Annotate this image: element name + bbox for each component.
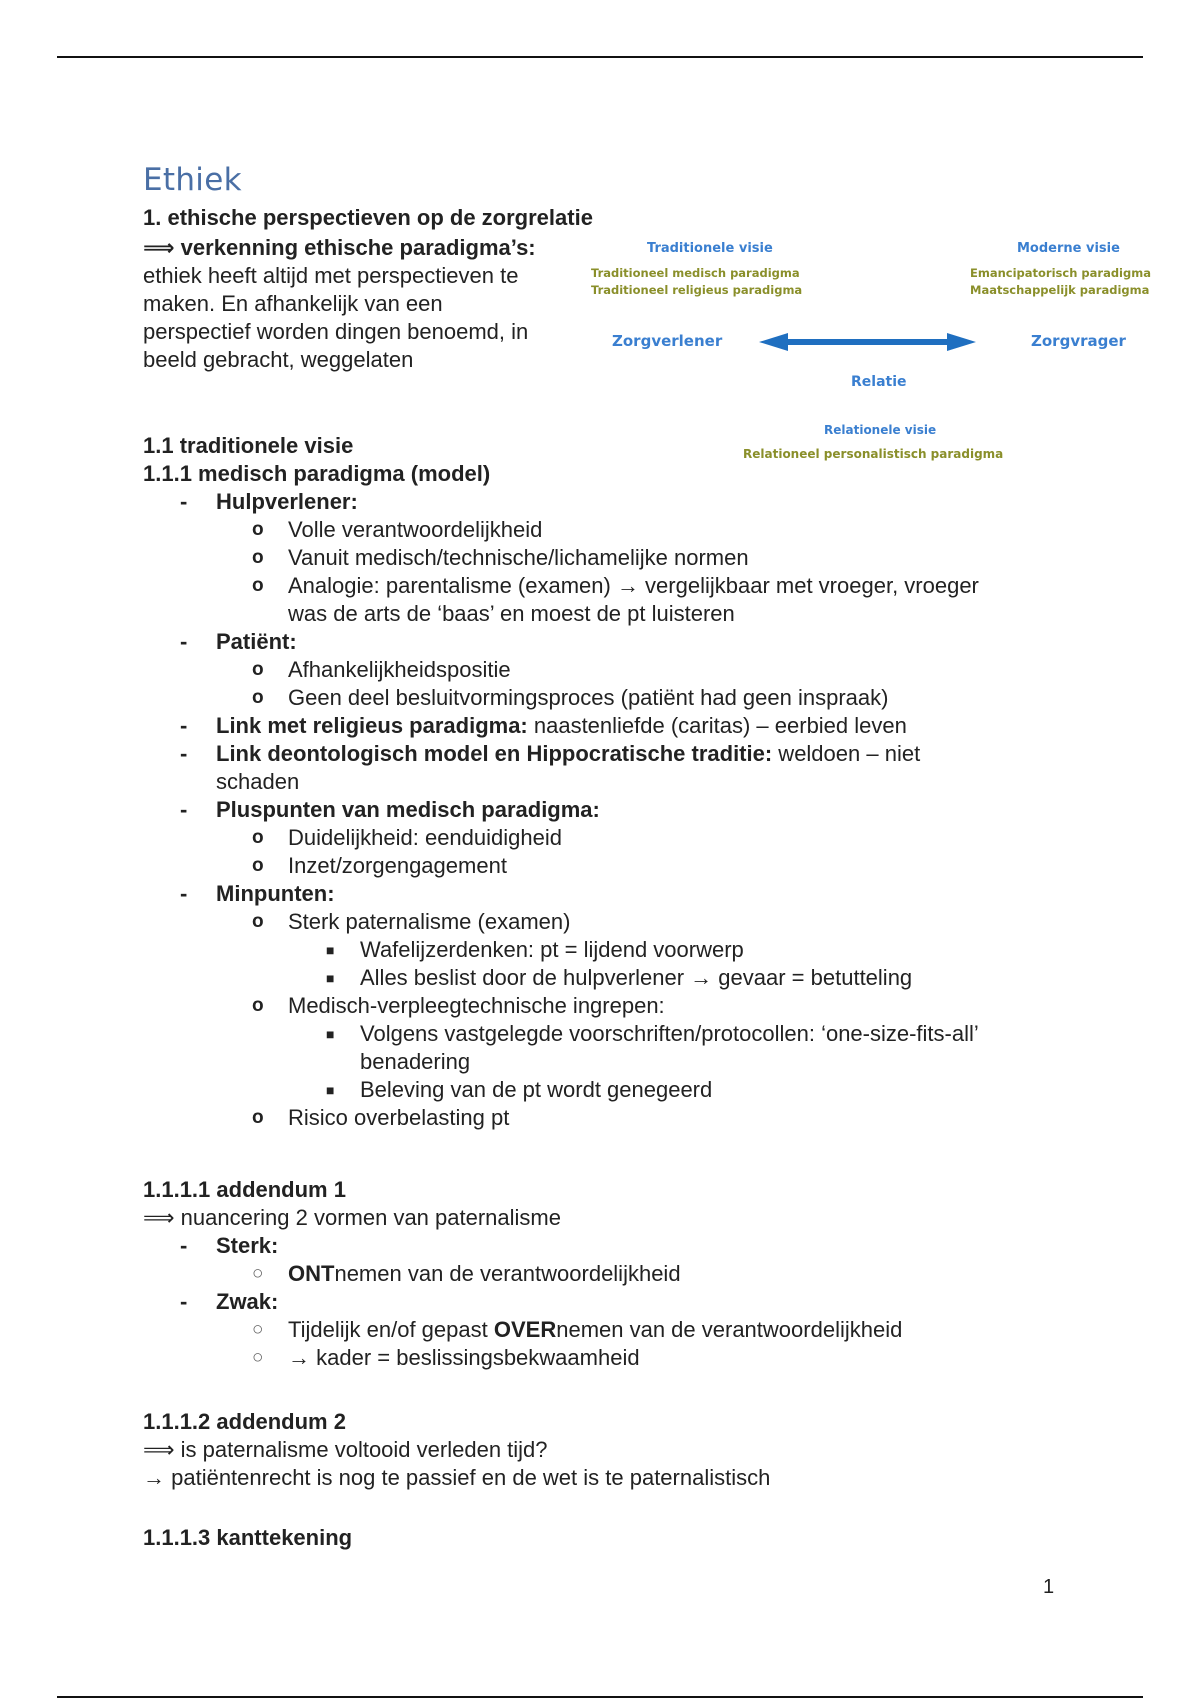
list-item: ○ ONTnemen van de verantwoordelijkheid — [252, 1261, 681, 1286]
list-item-continuation: schaden — [216, 769, 300, 794]
modern-vision-label: Moderne visie — [1017, 241, 1120, 256]
square-marker: ■ — [326, 1082, 335, 1098]
relational-paradigm: Relationeel personalistisch paradigma — [743, 447, 1004, 461]
paradigm-diagram — [576, 232, 1176, 467]
circle-marker: o — [252, 659, 264, 680]
dash-marker: - — [180, 741, 188, 766]
medical-paradigm-list — [143, 488, 1103, 1132]
circle-marker: o — [252, 995, 264, 1016]
list-item: o Afhankelijkheidspositie — [252, 657, 511, 682]
traditional-paradigm-1: Traditioneel medisch paradigma — [591, 266, 800, 280]
hollow-circle-marker: ○ — [252, 1347, 264, 1368]
intro-bold: verkenning ethische paradigma’s: — [180, 235, 536, 260]
modern-paradigm-1: Emancipatorisch paradigma — [970, 266, 1151, 280]
traditional-paradigm-2: Traditioneel religieus paradigma — [591, 283, 803, 297]
circle-marker: o — [252, 855, 264, 876]
circle-marker: o — [252, 687, 264, 708]
relational-vision-label: Relationele visie — [824, 423, 937, 437]
heading-1: 1. ethische perspectieven op de zorgrelatie — [143, 205, 593, 230]
circle-marker: o — [252, 519, 264, 540]
list-item: - Minpunten: — [180, 881, 335, 906]
list-item: o Medisch-verpleegtechnische ingrepen: — [252, 993, 665, 1018]
page-number: 1 — [1043, 1576, 1055, 1598]
intro-paragraph — [143, 234, 543, 374]
list-item: - Sterk: — [180, 1233, 279, 1258]
list-item: ■ Wafelijzerdenken: pt = lijdend voorwerp — [326, 937, 744, 962]
hollow-circle-marker: ○ — [252, 1263, 264, 1284]
dash-marker: - — [180, 489, 188, 514]
addendum-2-line-2: → patiëntenrecht is nog te passief en de wet is te paternalistisch — [143, 1465, 771, 1490]
dash-marker: - — [180, 1233, 188, 1258]
list-item: o Analogie: parentalisme (examen) → vergelijkbaar met vroeger, vroeger — [252, 573, 979, 598]
square-marker: ■ — [326, 970, 335, 986]
page-title: Ethiek — [143, 162, 242, 198]
list-item: - Pluspunten van medisch paradigma: — [180, 797, 600, 822]
addendum-2-line-1: ⟹ is paternalisme voltooid verleden tijd? — [143, 1437, 548, 1462]
top-rule — [57, 56, 1143, 58]
circle-marker: o — [252, 827, 264, 848]
list-item: o Vanuit medisch/technische/lichamelijke normen — [252, 545, 749, 570]
bottom-rule — [57, 1696, 1143, 1698]
section-1-1-1: 1.1.1 medisch paradigma (model) — [143, 461, 491, 486]
hollow-circle-marker: ○ — [252, 1319, 264, 1340]
dash-marker: - — [180, 881, 188, 906]
list-item: ■ Volgens vastgelegde voorschriften/protocollen: ‘one-size-fits-all’ — [326, 1021, 979, 1046]
list-item: ○ → kader = beslissingsbekwaamheid — [252, 1345, 640, 1370]
list-item: o Inzet/zorgengagement — [252, 853, 507, 878]
list-item: ■ Beleving van de pt wordt genegeerd — [326, 1077, 713, 1102]
addendum-1 — [143, 1176, 1103, 1372]
list-item: ○ Tijdelijk en/of gepast OVERnemen van de verantwoordelijkheid — [252, 1317, 903, 1342]
list-item: - Link met religieus paradigma: naastenliefde (caritas) – eerbied leven — [180, 713, 907, 738]
care-receiver-node: Zorgvrager — [1031, 332, 1126, 350]
addendum-1-heading: 1.1.1.1 addendum 1 — [143, 1177, 346, 1202]
list-item: - Hulpverlener: — [180, 489, 358, 514]
list-item: - Link deontologisch model en Hippocratische traditie: weldoen – niet — [180, 741, 921, 766]
circle-marker: o — [252, 1107, 264, 1128]
caregiver-node: Zorgverlener — [612, 332, 723, 350]
addendum-2-heading: 1.1.1.2 addendum 2 — [143, 1409, 346, 1434]
intro-text: ethiek heeft altijd met perspectieven te maken. En afhankelijk van een perspectief worden dingen benoemd, in beeld gebracht, weggelaten — [143, 263, 529, 372]
list-item-continuation: was de arts de ‘baas’ en moest de pt luisteren — [288, 601, 735, 626]
dash-marker: - — [180, 629, 188, 654]
list-item: o Duidelijkheid: eenduidigheid — [252, 825, 562, 850]
square-marker: ■ — [326, 1026, 335, 1042]
section-1-1: 1.1 traditionele visie — [143, 433, 354, 458]
list-item: ■ Alles beslist door de hulpverlener → gevaar = betutteling — [326, 965, 913, 990]
dash-marker: - — [180, 797, 188, 822]
list-item: o Volle verantwoordelijkheid — [252, 517, 543, 542]
traditional-vision-label: Traditionele visie — [647, 241, 773, 256]
kanttekening-heading: 1.1.1.3 kanttekening — [143, 1525, 353, 1550]
intro-arrow: ⟹ — [143, 235, 175, 260]
addendum-1-line: ⟹ nuancering 2 vormen van paternalisme — [143, 1205, 561, 1230]
addendum-2 — [143, 1408, 1103, 1492]
list-item: o Geen deel besluitvormingsproces (patiënt had geen inspraak) — [252, 685, 889, 710]
list-item: o Sterk paternalisme (examen) — [252, 909, 571, 934]
square-marker: ■ — [326, 942, 335, 958]
circle-marker: o — [252, 911, 264, 932]
list-item: - Patiënt: — [180, 629, 297, 654]
list-item: - Zwak: — [180, 1289, 279, 1314]
dash-marker: - — [180, 1289, 188, 1314]
relation-label: Relatie — [851, 374, 907, 390]
circle-marker: o — [252, 547, 264, 568]
dash-marker: - — [180, 713, 188, 738]
list-item-continuation: benadering — [360, 1049, 471, 1074]
circle-marker: o — [252, 575, 264, 596]
modern-paradigm-2: Maatschappelijk paradigma — [970, 283, 1150, 297]
list-item: o Risico overbelasting pt — [252, 1105, 510, 1130]
